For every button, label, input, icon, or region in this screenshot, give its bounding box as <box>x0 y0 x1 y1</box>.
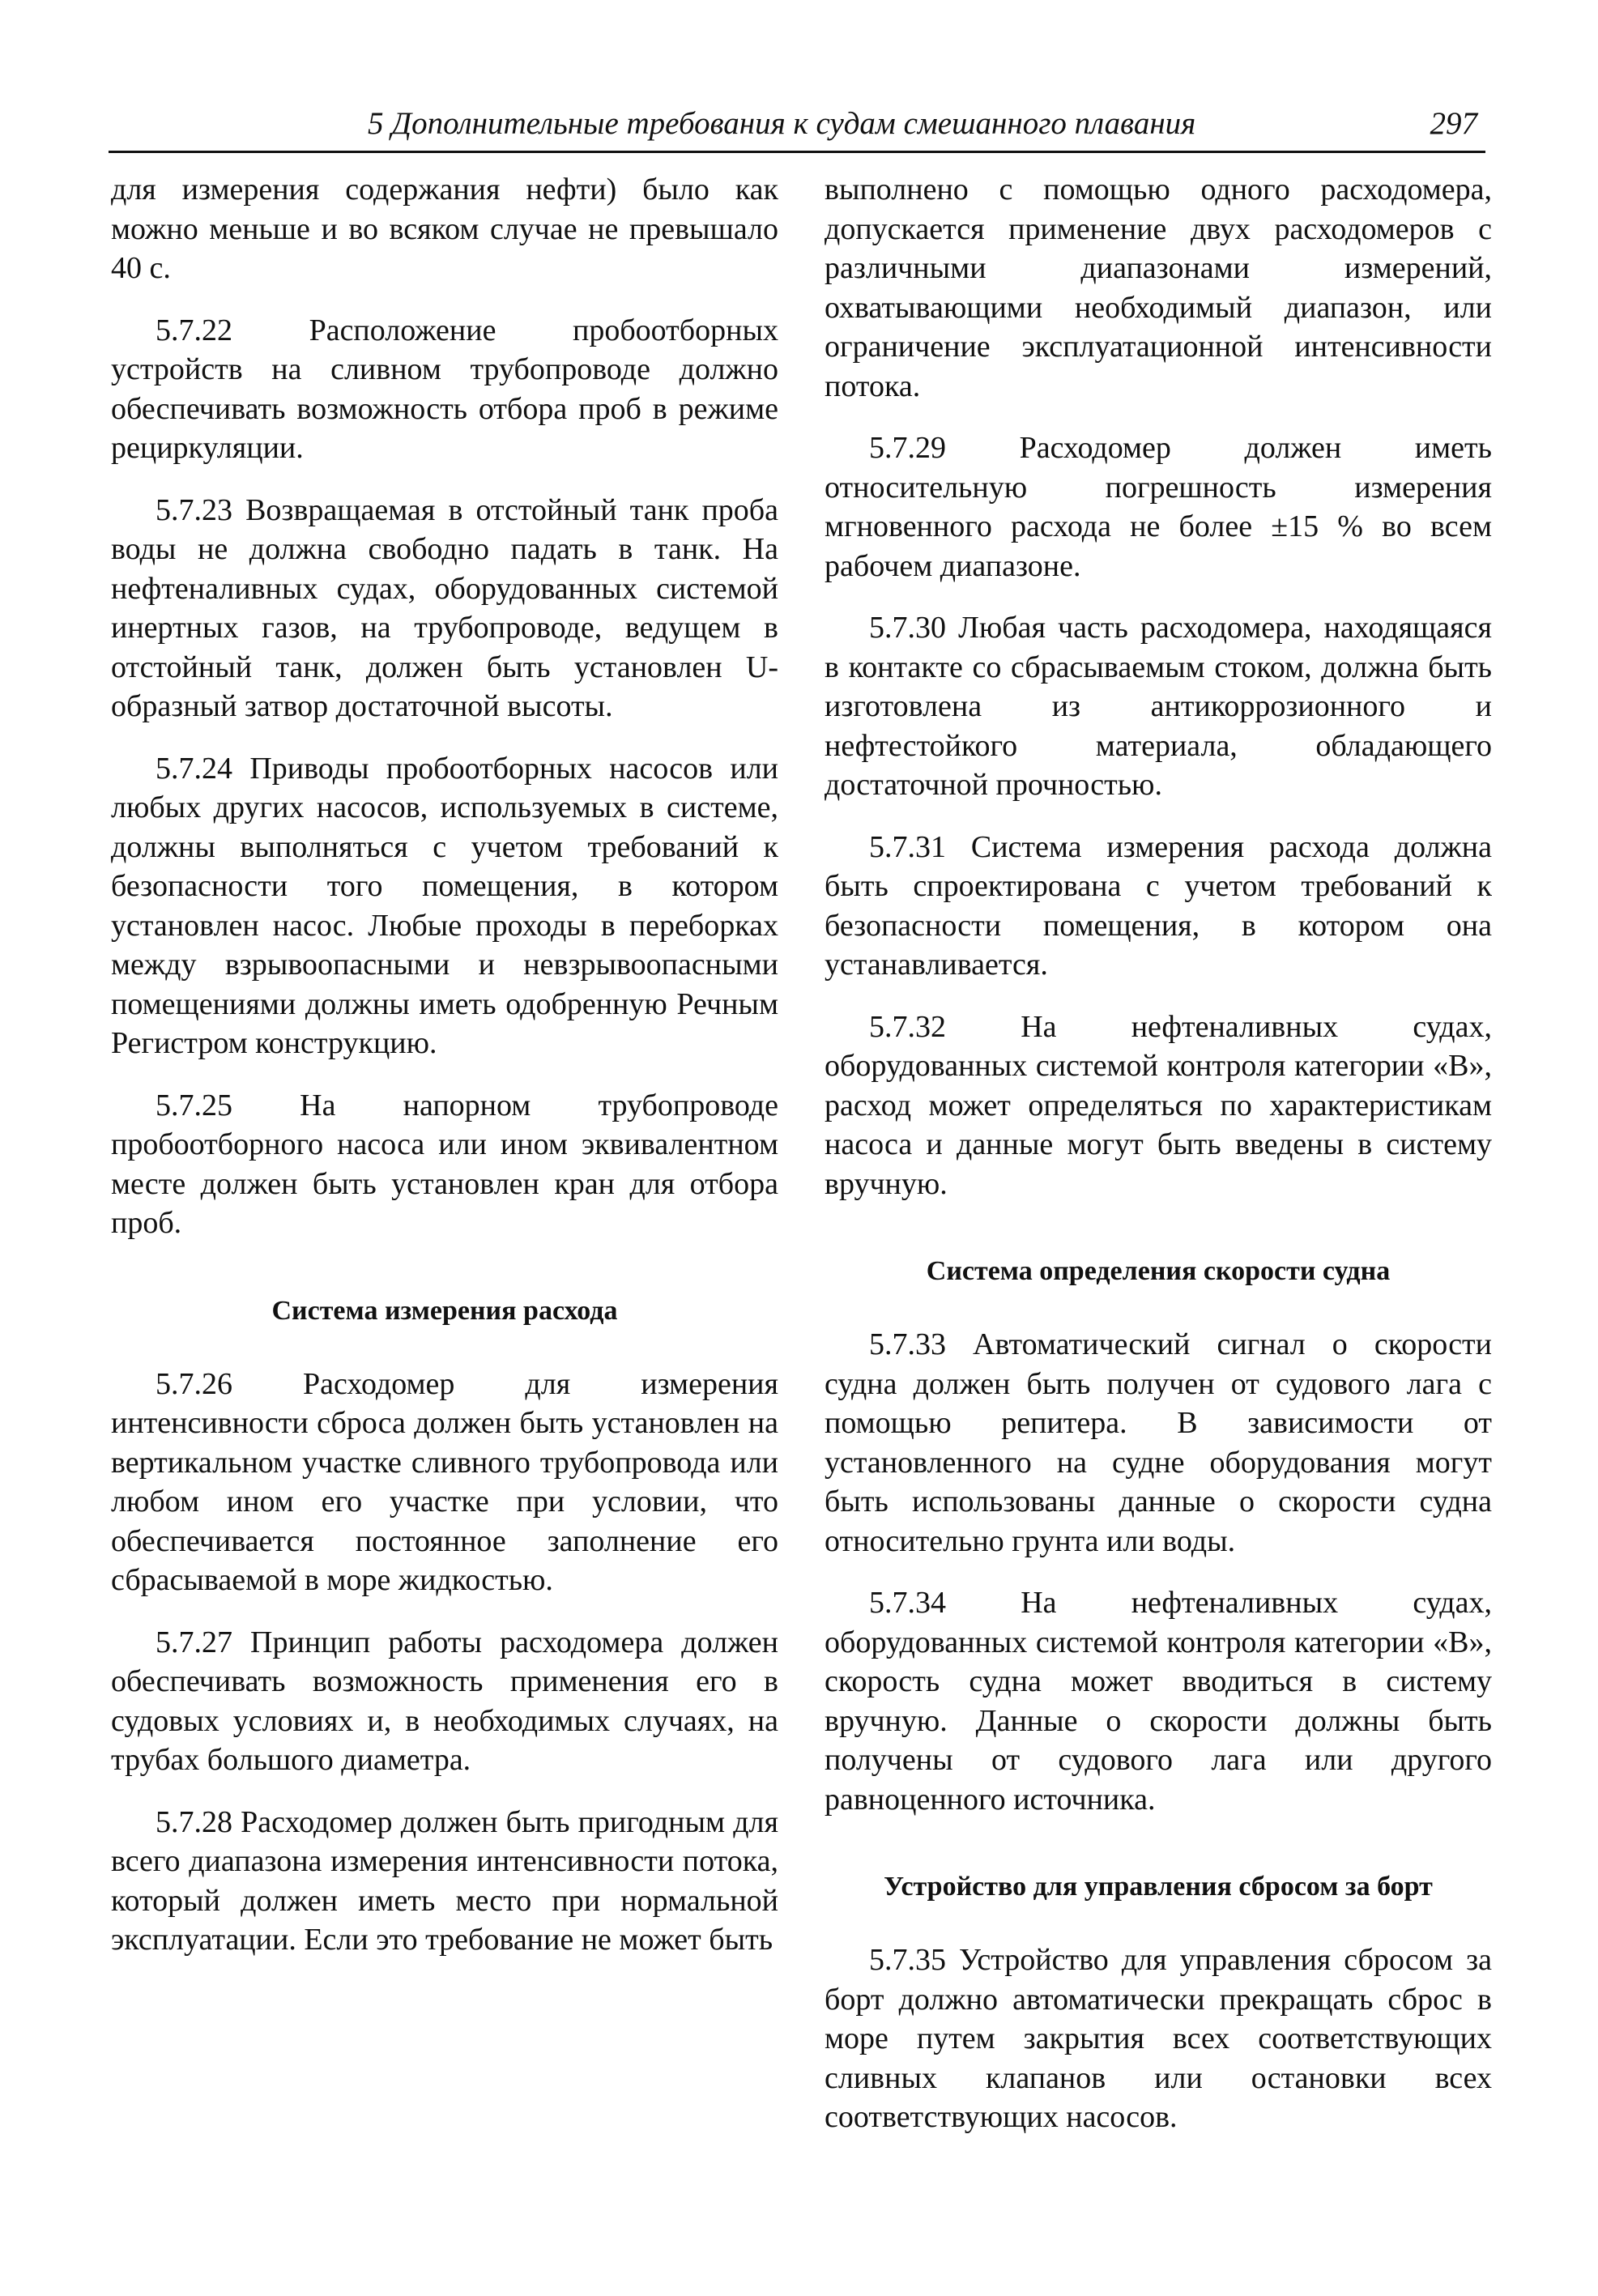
clause-text: Устройство для управления сбросом за борт должно автоматически прекращать сброс в море путем закрытия всех соответствующих сливных клапанов или остановки всех соответствующих насосов. <box>825 1943 1492 2134</box>
clause-text: Автоматический сигнал о скорости судна должен быть получен от судового лага с помощью репитера. В зависимости от установленного на судне оборудования могут быть использованы данные о скорости судна относительно грунта или воды. <box>825 1327 1492 1558</box>
right-column <box>825 170 1492 2137</box>
section-heading-ship-speed: Система определения скорости судна <box>926 1256 1391 1286</box>
clause-text: На нефтеналивных судах, оборудованных системой контроля категории «В», расход может определяться по характеристикам насоса и данные могут быть введены в систему вручную. <box>825 1009 1492 1201</box>
clause-text: Приводы пробоотборных насосов или любых других насосов, используемых в системе, должны выполняться с учетом требований к безопасности того помещения, в котором установлен насос. Любые проходы в переборках между взрывоопасными и невзрывоопасными помещениями должны иметь одобренную Речным Регистром конструкцию. <box>111 751 778 1060</box>
running-header <box>109 105 1485 153</box>
clause-5-7-23 <box>111 491 778 726</box>
clause-number: 5.7.27 <box>156 1625 232 1659</box>
clause-number: 5.7.22 <box>156 313 232 347</box>
clause-number: 5.7.33 <box>869 1327 946 1361</box>
clause-text: Любая часть расходомера, находящаяся в контакте со сбрасываемым стоком, должна быть изготовлена из антикоррозионного и нефтестойкого материала, обладающего достаточной прочностью. <box>825 611 1492 802</box>
clause-text: Расположение пробоотборных устройств на сливном трубопроводе должно обеспечивать возможность отбора проб в режиме рециркуляции. <box>111 313 778 465</box>
clause-text: Система измерения расхода должна быть спроектирована с учетом требований к безопасности помещения, в котором она устанавливается. <box>825 829 1492 982</box>
clause-5-7-35 <box>825 1940 1492 2137</box>
clause-5-7-25 <box>111 1086 778 1243</box>
paragraph-continuation <box>111 170 778 288</box>
clause-5-7-27 <box>111 1623 778 1780</box>
clause-5-7-28 <box>111 1803 778 1960</box>
clause-text: Расходомер для измерения интенсивности сброса должен быть установлен на вертикальном участке сливного трубопровода или любом ином его участке при условии, что обеспечивается постоянное заполнение его сбрасываемой в море жидкостью. <box>111 1366 778 1597</box>
clause-5-7-24 <box>111 749 778 1063</box>
clause-5-7-31 <box>825 828 1492 985</box>
clause-number: 5.7.23 <box>156 492 232 527</box>
clause-5-7-33 <box>825 1325 1492 1561</box>
section-heading-flow-measurement: Система измерения расхода <box>271 1295 618 1326</box>
paragraph-text: для измерения содержания нефти) было как можно меньше и во всяком случае не превышало 40 с. <box>111 173 778 285</box>
clause-number: 5.7.25 <box>156 1088 232 1122</box>
paragraph-text: выполнено с помощью одного расходомера, допускается применение двух расходомеров с различными диапазонами измерений, охватывающими необходимый диапазон, или ограничение эксплуатационной интенсивности потока. <box>825 173 1492 403</box>
clause-number: 5.7.34 <box>869 1586 946 1620</box>
clause-5-7-29 <box>825 428 1492 586</box>
page-number: 297 <box>1430 106 1477 141</box>
clause-text: Принцип работы расходомера должен обеспечивать возможность применения его в судовых условиях и, в необходимых случаях, на трубах большого диаметра. <box>111 1625 778 1777</box>
clause-number: 5.7.32 <box>869 1009 946 1044</box>
clause-number: 5.7.29 <box>869 431 946 465</box>
clause-number: 5.7.24 <box>156 751 232 786</box>
running-header-title: 5 Дополнительные требования к судам смешанного плавания <box>368 106 1196 141</box>
clause-text: На нефтеналивных судах, оборудованных системой контроля категории «В», скорость судна может вводиться в систему вручную. Данные о скорости должны быть получены от судового лага или другого равноценного источника. <box>825 1586 1492 1817</box>
clause-5-7-32 <box>825 1007 1492 1204</box>
section-heading-discharge-control: Устройство для управления сбросом за борт <box>884 1872 1433 1902</box>
clause-5-7-30 <box>825 608 1492 805</box>
clause-number: 5.7.35 <box>869 1943 946 1977</box>
clause-5-7-22 <box>111 311 778 468</box>
left-column <box>111 170 778 1960</box>
clause-text: Расходомер должен быть пригодным для всего диапазона измерения интенсивности потока, который должен иметь место при нормальной эксплуатации. Если это требование не может быть <box>111 1804 778 1957</box>
clause-number: 5.7.26 <box>156 1366 232 1401</box>
paragraph-continuation <box>825 170 1492 406</box>
clause-text: Расходомер должен иметь относительную погрешность измерения мгновенного расхода не более ±15 % во всем рабочем диапазоне. <box>825 431 1492 583</box>
clause-5-7-34 <box>825 1583 1492 1819</box>
clause-number: 5.7.31 <box>869 829 946 864</box>
clause-number: 5.7.30 <box>869 611 946 645</box>
clause-text: На напорном трубопроводе пробоотборного насоса или ином эквивалентном месте должен быть установлен кран для отбора проб. <box>111 1088 778 1240</box>
clause-5-7-26 <box>111 1365 778 1600</box>
clause-text: Возвращаемая в отстойный танк проба воды не должна свободно падать в танк. На нефтеналивных судах, оборудованных системой инертных газов, на трубопроводе, ведущем в отстойный танк, должен быть установлен U-образный затвор достаточной высоты. <box>111 492 778 723</box>
clause-number: 5.7.28 <box>156 1804 232 1839</box>
